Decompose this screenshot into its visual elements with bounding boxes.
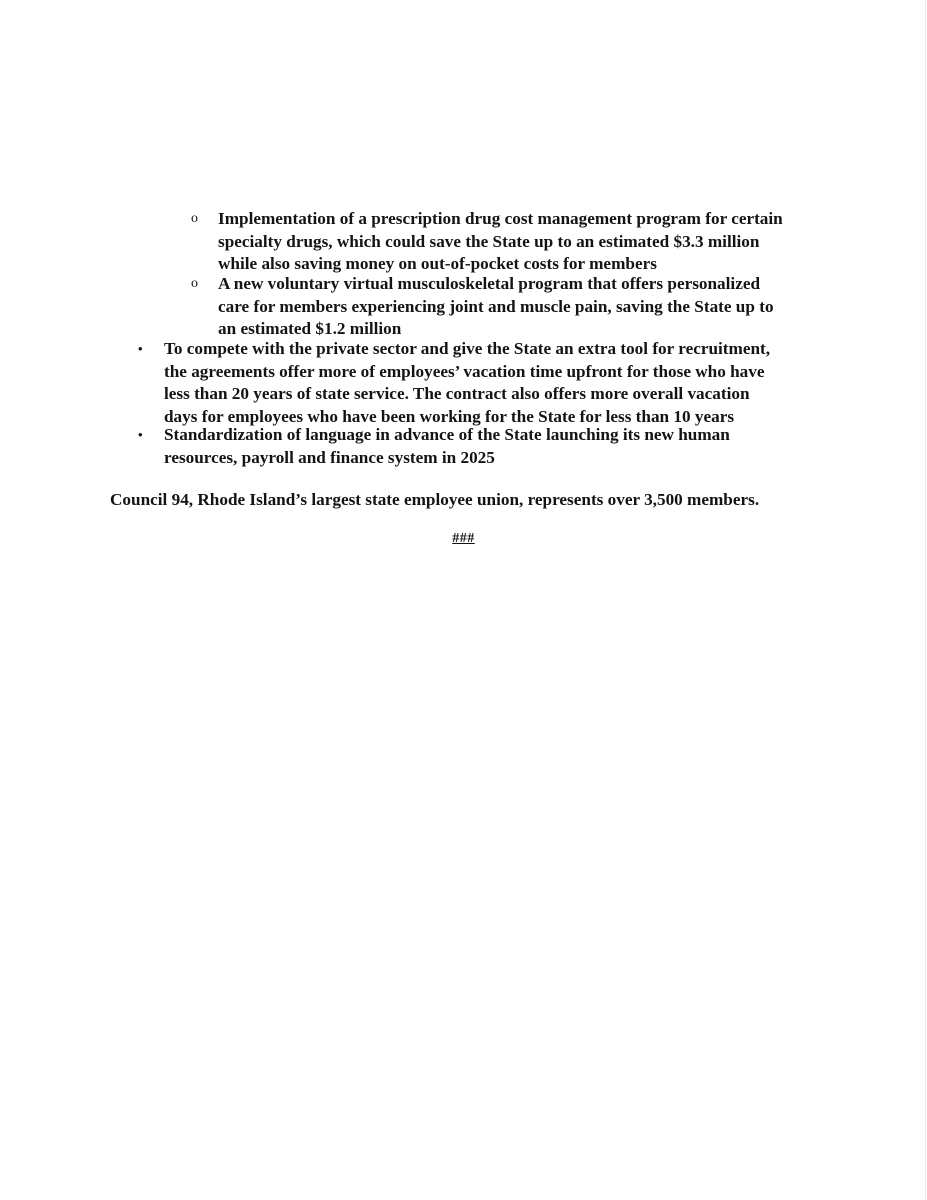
text-line: specialty drugs, which could save the State up to an estimated $3.3 million [218, 231, 760, 251]
text-line: an estimated $1.2 million [218, 319, 402, 338]
text-line: less than 20 years of state service. The contract also offers more overall vacation [164, 384, 750, 403]
sub-bullet-item [218, 273, 828, 341]
filled-bullet-icon: • [138, 427, 143, 442]
text-line: while also saving money on out-of-pocket costs for members [218, 254, 657, 273]
text-line: care for members experiencing joint and muscle pain, saving the State up to [218, 296, 774, 316]
sub-bullet-item [218, 208, 828, 276]
text-line: resources, payroll and finance system in 2025 [164, 447, 495, 467]
scan-edge-divider [925, 0, 926, 1200]
main-bullet-item [164, 338, 824, 428]
closing-statement: Council 94, Rhode Island’s largest state employee union, represents over 3,500 members. [110, 490, 760, 509]
hollow-bullet-icon: o [191, 211, 198, 226]
text-line: Implementation of a prescription drug cost management program for certain [218, 209, 783, 228]
end-of-release-mark: ### [452, 531, 475, 546]
hollow-bullet-icon: o [191, 276, 198, 291]
text-line: Standardization of language in advance of the State launching its new human [164, 425, 730, 444]
text-line: days for employees who have been working for the State for less than 10 years [164, 406, 735, 426]
text-line: A new voluntary virtual musculoskeletal program that offers personalized [218, 274, 761, 293]
text-line: the agreements offer more of employees’ vacation time upfront for those who have [164, 361, 765, 381]
filled-bullet-icon: • [138, 341, 143, 356]
text-line: To compete with the private sector and give the State an extra tool for recruitment, [164, 339, 771, 358]
main-bullet-item [164, 424, 824, 469]
